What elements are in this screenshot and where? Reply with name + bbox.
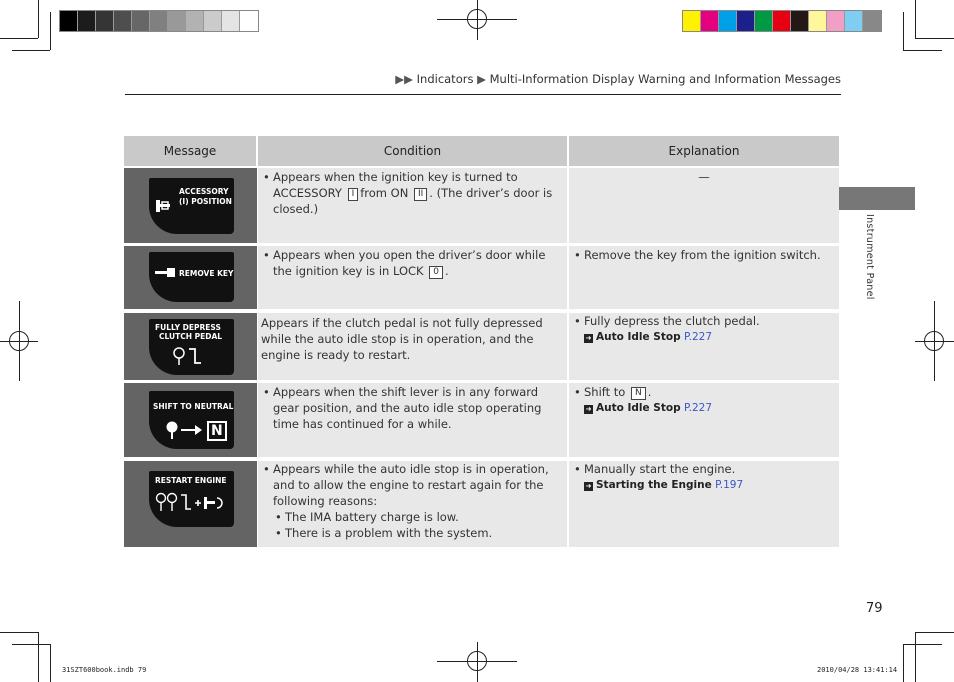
gray-swatch bbox=[204, 11, 222, 31]
header-message: Message bbox=[124, 136, 256, 166]
color-swatch bbox=[683, 11, 701, 31]
gray-swatch bbox=[168, 11, 186, 31]
explanation-shift-neutral: • Shift to N . ➜ Auto Idle Stop P.227 bbox=[569, 383, 839, 457]
gray-swatch bbox=[150, 11, 168, 31]
header-divider bbox=[125, 94, 841, 95]
color-swatch bbox=[845, 11, 863, 31]
header-explanation: Explanation bbox=[569, 136, 839, 166]
header-condition: Condition bbox=[258, 136, 567, 166]
display-screen: SHIFT TO NEUTRAL N bbox=[149, 391, 234, 449]
ref-auto-idle-stop[interactable]: ➜ Auto Idle Stop P.227 bbox=[585, 331, 713, 343]
arrow-icon: ➜ bbox=[585, 405, 592, 413]
ref-starting-engine[interactable]: ➜ Starting the Engine P.197 bbox=[585, 479, 744, 491]
color-swatch bbox=[863, 11, 881, 31]
footer-file-info: 31SZT600book.indb 79 bbox=[62, 666, 147, 674]
condition-accessory: • Appears when the ignition key is turned to ACCESSORY I from ON II . (The driver’s door is closed.) bbox=[258, 168, 567, 243]
display-screen: RESTART ENGINE bbox=[149, 471, 234, 527]
explanation-remove-key: • Remove the key from the ignition switch. bbox=[569, 246, 839, 309]
condition-restart-engine: • Appears while the auto idle stop is in operation, and to allow the engine to restart again for the following reasons: • The IMA battery charge is low. • There is a problem with the system. bbox=[258, 461, 567, 547]
color-swatch bbox=[719, 11, 737, 31]
display-screen: REMOVE KEY bbox=[149, 252, 234, 302]
message-image-accessory bbox=[124, 168, 257, 243]
condition-fully-depress: Appears if the clutch pedal is not fully depressed while the auto idle stop is in operation, and the engine is ready to restart. bbox=[258, 313, 567, 380]
gray-swatch bbox=[78, 11, 96, 31]
breadcrumb: ▶▶ Indicators ▶ Multi-Information Display Warning and Information Messages bbox=[395, 72, 841, 86]
gray-swatch bbox=[114, 11, 132, 31]
page-number: 79 bbox=[866, 601, 883, 616]
gray-swatch bbox=[240, 11, 258, 31]
color-swatch bbox=[773, 11, 791, 31]
explanation-accessory: — bbox=[569, 168, 839, 243]
condition-shift-neutral: • Appears when the shift lever is in any forward gear position, and the auto idle stop operating time has continued for a while. bbox=[258, 383, 567, 457]
color-swatch bbox=[791, 11, 809, 31]
color-swatch bbox=[737, 11, 755, 31]
grayscale-bar bbox=[59, 10, 259, 32]
clutch-pedal-icon bbox=[171, 345, 211, 367]
color-swatch bbox=[809, 11, 827, 31]
message-image-restart-engine bbox=[124, 461, 257, 547]
condition-remove-key: • Appears when you open the driver’s door while the ignition key is in LOCK 0 . bbox=[258, 246, 567, 309]
explanation-fully-depress: • Fully depress the clutch pedal. ➜ Auto Idle Stop P.227 bbox=[569, 313, 839, 380]
display-screen: ACCESSORY (I) POSITION bbox=[149, 178, 234, 234]
gray-swatch bbox=[60, 11, 78, 31]
gray-swatch bbox=[96, 11, 114, 31]
neutral-icon: N bbox=[207, 421, 227, 441]
message-image-fully-depress bbox=[124, 313, 257, 380]
section-tab bbox=[837, 187, 915, 210]
color-swatch bbox=[827, 11, 845, 31]
gray-swatch bbox=[132, 11, 150, 31]
breadcrumb-indicators[interactable]: Indicators bbox=[416, 72, 474, 86]
footer-timestamp: 2010/04/28 13:41:14 bbox=[817, 666, 898, 674]
explanation-restart-engine: • Manually start the engine. ➜ Starting the Engine P.197 bbox=[569, 461, 839, 547]
message-image-shift-neutral bbox=[124, 383, 257, 457]
arrow-icon: ➜ bbox=[585, 482, 592, 490]
key-icon bbox=[154, 196, 174, 216]
restart-engine-icon bbox=[155, 491, 231, 515]
color-swatch bbox=[755, 11, 773, 31]
arrow-icon: ➜ bbox=[585, 334, 592, 342]
ref-auto-idle-stop-2[interactable]: ➜ Auto Idle Stop P.227 bbox=[585, 402, 713, 414]
message-image-remove-key bbox=[124, 246, 257, 309]
key-icon bbox=[155, 268, 177, 278]
section-tab-label: Instrument Panel bbox=[864, 214, 875, 300]
breadcrumb-current: Multi-Information Display Warning and Information Messages bbox=[489, 72, 841, 86]
gray-swatch bbox=[186, 11, 204, 31]
display-screen: FULLY DEPRESS CLUTCH PEDAL bbox=[149, 319, 234, 375]
color-swatch bbox=[701, 11, 719, 31]
shift-arrow-icon bbox=[165, 419, 205, 441]
color-calibration-bar bbox=[682, 10, 882, 32]
gray-swatch bbox=[222, 11, 240, 31]
